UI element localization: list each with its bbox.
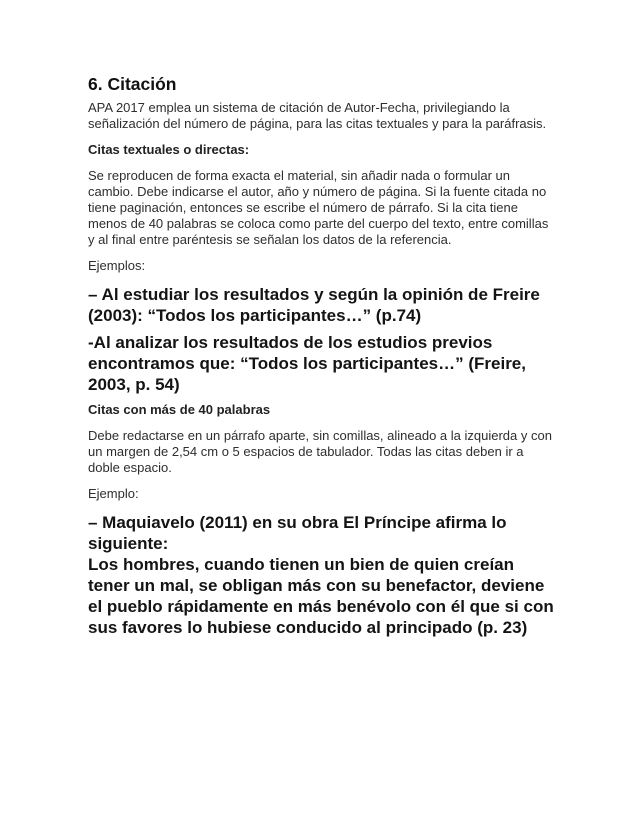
textual-citations-heading: Citas textuales o directas: <box>88 142 250 157</box>
section-title: 6. Citación <box>88 74 177 94</box>
example-label: Ejemplo: <box>88 486 139 501</box>
document-page <box>88 74 558 644</box>
example-quote-1: – Al estudiar los resultados y según la opinión de Freire (2003): “Todos los participantes…” (p.74) <box>88 285 540 325</box>
block-quote-text: Los hombres, cuando tienen un bien de quien creían tener un mal, se obligan más con su benefactor, deviene el pueblo rápidamente en más benévolo con él que si con sus favores lo hubiese conducido al principado (p. 23) <box>88 555 554 637</box>
example-quote-2: -Al analizar los resultados de los estudios previos encontramos que: “Todos los participantes…” (Freire, 2003, p. 54) <box>88 333 526 394</box>
examples-label: Ejemplos: <box>88 258 146 273</box>
textual-citations-description: Se reproducen de forma exacta el material, sin añadir nada o formular un cambio. Debe indicarse el autor, año y número de página. Si la fuente citada no tiene paginación, entonces se escribe el número de párrafo. Si la cita tiene menos de 40 palabras se coloca como parte del cuerpo del texto, entre comillas y al final entre paréntesis se señalan los datos de la referencia. <box>88 168 549 247</box>
section-intro: APA 2017 emplea un sistema de citación de Autor-Fecha, privilegiando la señalización del número de página, para las citas textuales y para la paráfrasis. <box>88 100 547 131</box>
long-citations-description: Debe redactarse en un párrafo aparte, sin comillas, alineado a la izquierda y con un margen de 2,54 cm o 5 espacios de tabulador. Todas las citas deben ir a doble espacio. <box>88 428 552 475</box>
long-citations-heading: Citas con más de 40 palabras <box>88 402 271 417</box>
block-quote-intro: – Maquiavelo (2011) en su obra El Príncipe afirma lo siguiente: <box>88 513 507 553</box>
